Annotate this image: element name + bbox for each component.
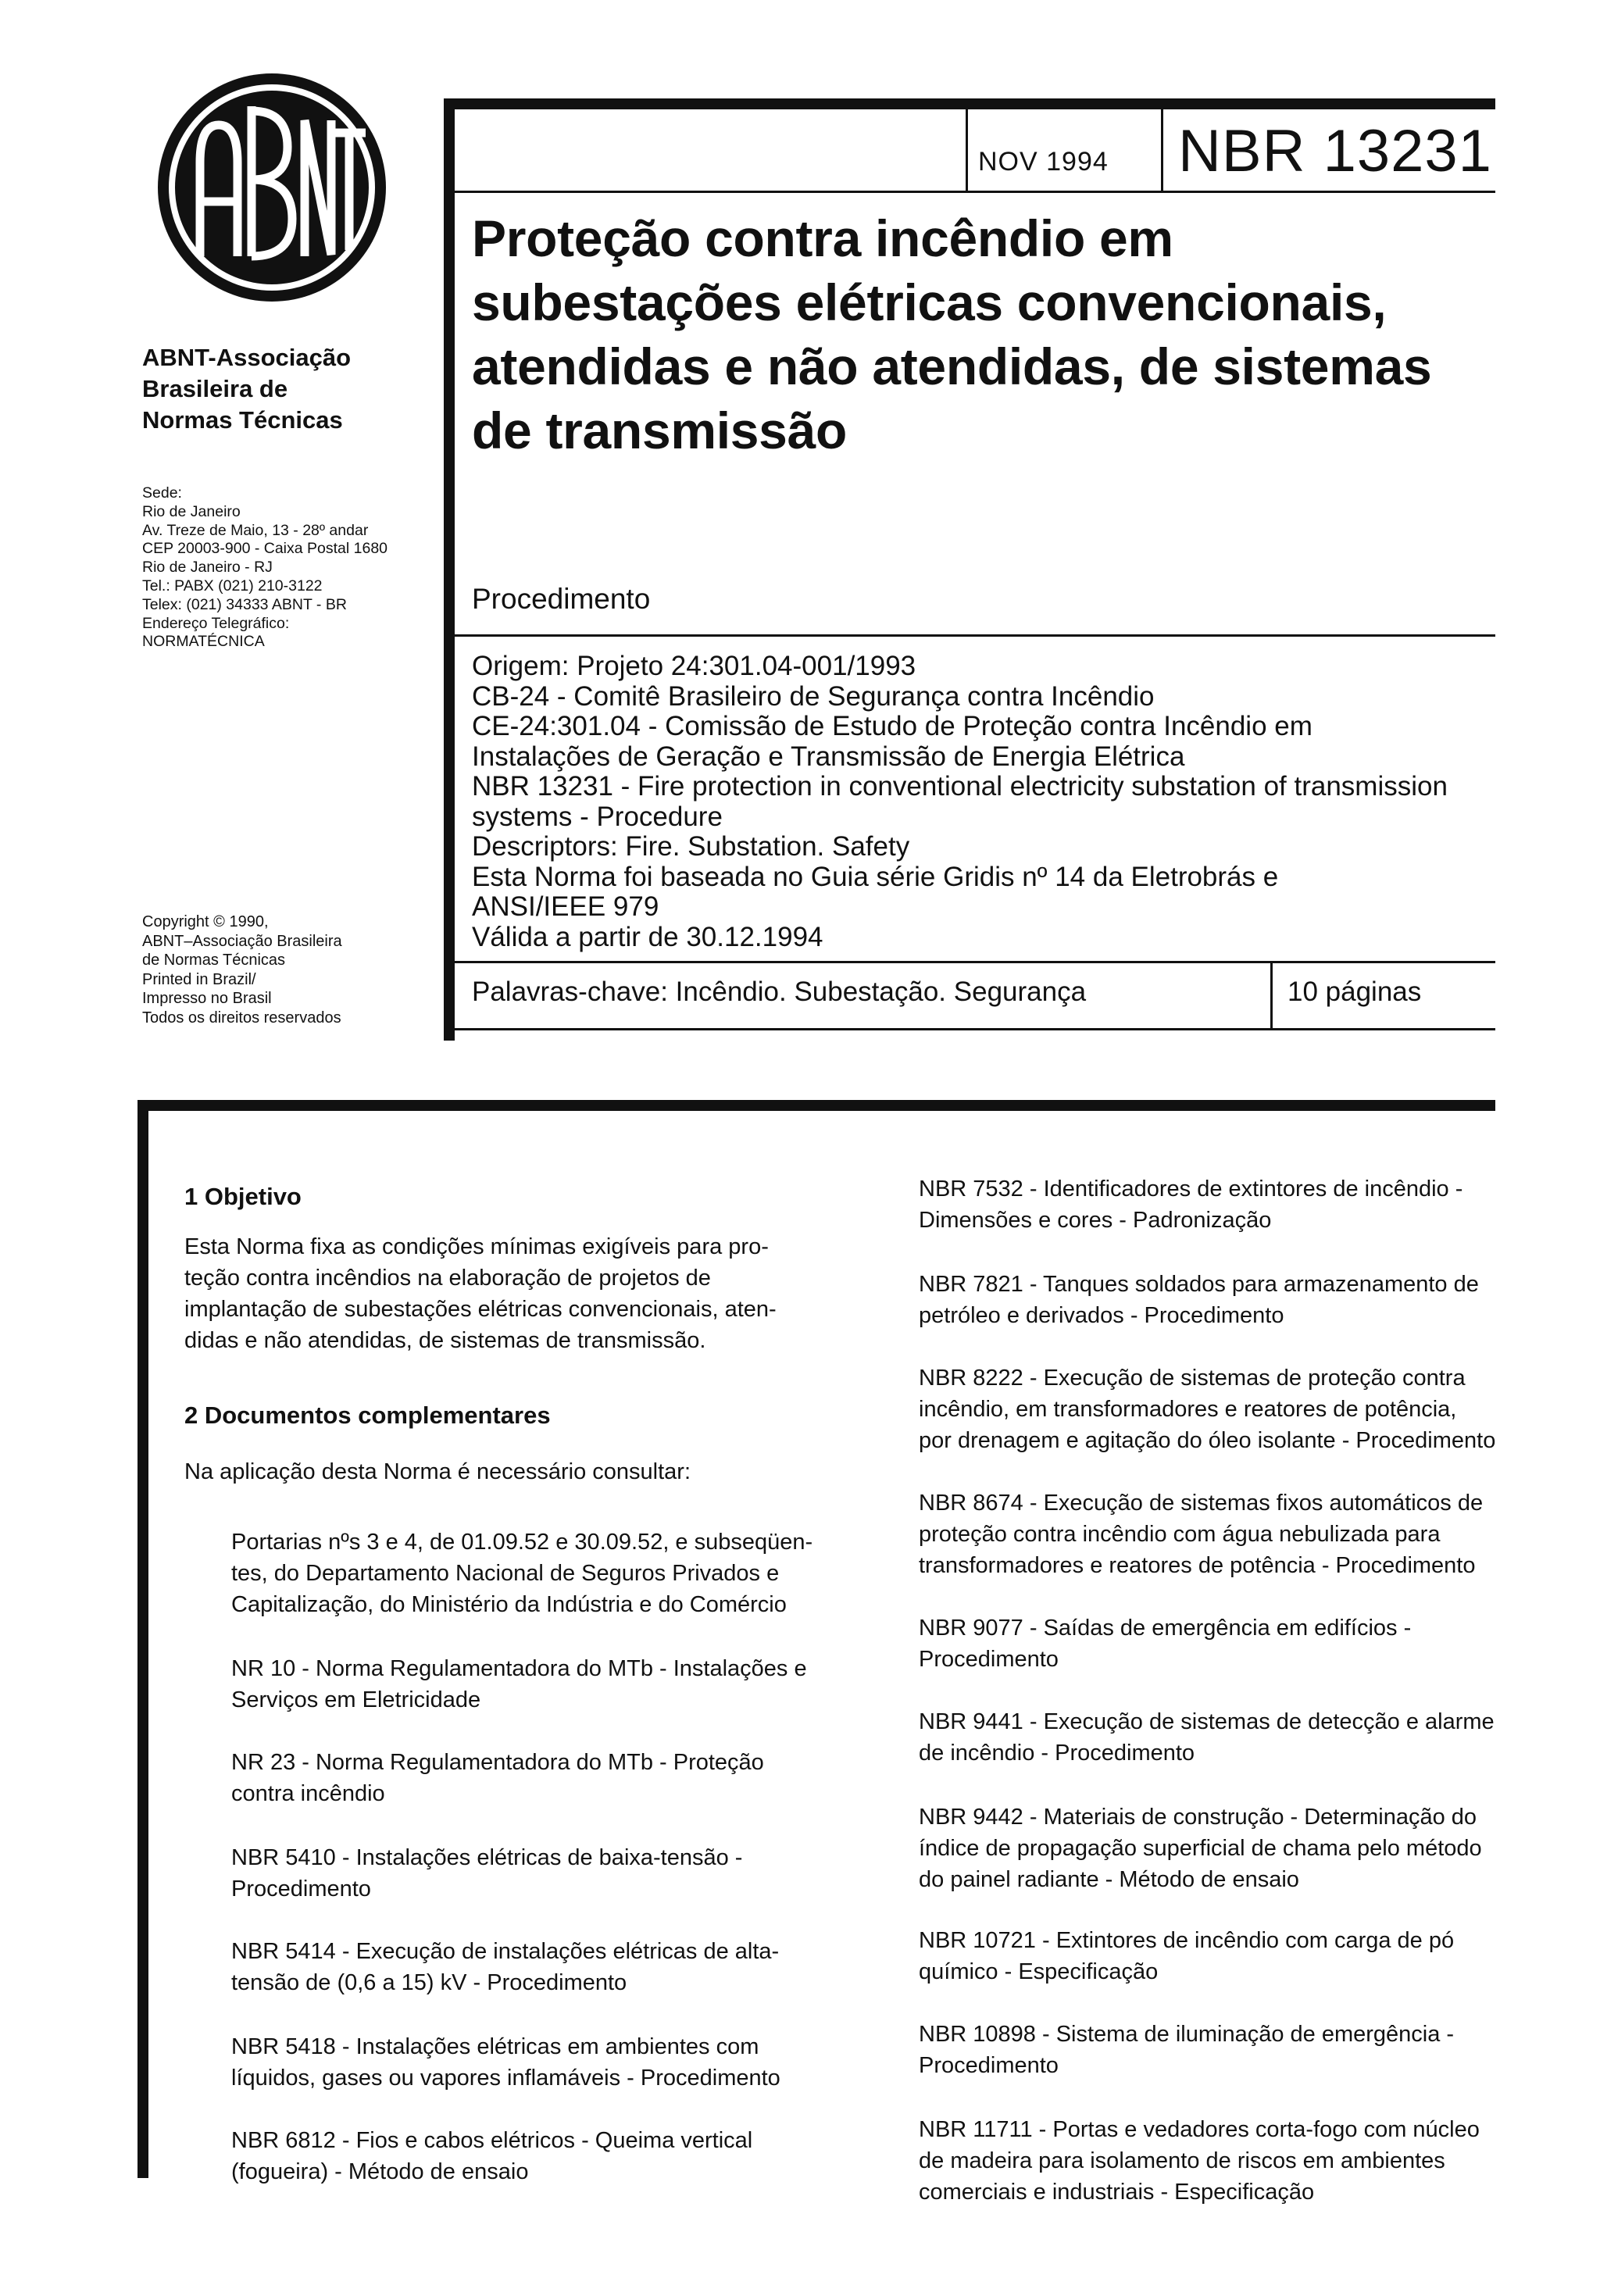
address-line: Rio de Janeiro [142,502,241,520]
reference-line: de madeira para isolamento de riscos em ambientes [919,2148,1445,2173]
reference-line: Procedimento [231,1876,371,1901]
address-line: Telex: (021) 34333 ABNT - BR [142,595,347,613]
date-divider [966,109,968,191]
reference-item [919,1612,1411,1675]
reference-item [919,1706,1495,1769]
reference-item [919,1801,1482,1895]
reference-line: NBR 10721 - Extintores de incêndio com carga de pó [919,1928,1455,1953]
copyright-line: Impresso no Brasil [142,990,272,1007]
reference-line: contra incêndio [231,1781,385,1806]
header-code-underline [455,191,1495,193]
page-count: 10 páginas [1288,977,1422,1007]
copyright-line: ABNT–Associação Brasileira [142,932,342,950]
reference-line: proteção contra incêndio com água nebulizada para [919,1522,1441,1547]
copyright-notice [142,912,431,1027]
title-line: Proteção contra incêndio em [472,209,1173,267]
reference-line: NBR 9077 - Saídas de emergência em edifícios - [919,1616,1412,1641]
organization-name [142,342,423,436]
title-line: subestações elétricas convencionais, [472,273,1387,331]
document-title [472,206,1488,462]
reference-item [231,1842,742,1905]
abnt-logo-icon [155,70,389,305]
reference-line: químico - Especificação [919,1959,1159,1984]
copyright-line: de Normas Técnicas [142,952,286,969]
copyright-line: Printed in Brazil/ [142,970,256,988]
section-2-intro: Na aplicação desta Norma é necessário consultar: [184,1459,691,1484]
origin-line: systems - Procedure [472,801,723,832]
reference-line: tes, do Departamento Nacional de Seguros Privados e [231,1561,780,1586]
origin-line: Válida a partir de 30.12.1994 [472,921,823,952]
org-name-line: Brasileira de [142,375,288,402]
origin-line: CB-24 - Comitê Brasileiro de Segurança contra Incêndio [472,680,1155,712]
section-1-paragraph [184,1231,777,1356]
reference-line: (fogueira) - Método de ensaio [231,2159,529,2184]
reference-item [919,1269,1479,1331]
origin-line: NBR 13231 - Fire protection in conventional electricity substation of transmission [472,771,1448,802]
reference-item [231,1747,764,1809]
reference-line: NBR 9441 - Execução de sistemas de detecção e alarme [919,1709,1495,1734]
origin-line: Esta Norma foi baseada no Guia série Gridis nº 14 da Eletrobrás e [472,861,1279,892]
reference-line: Procedimento [919,2053,1059,2078]
reference-line: de incêndio - Procedimento [919,1741,1195,1766]
header-top-rule [444,98,1495,109]
origin-line: ANSI/IEEE 979 [472,891,659,922]
keywords-bottom-rule [455,1028,1495,1030]
reference-line: NR 10 - Norma Regulamentadora do MTb - Instalações e [231,1656,807,1681]
reference-line: petróleo e derivados - Procedimento [919,1303,1284,1328]
keywords: Palavras-chave: Incêndio. Subestação. Segurança [472,977,1087,1007]
reference-line: índice de propagação superficial de chama pelo método [919,1836,1482,1861]
reference-item [919,2019,1454,2081]
reference-line: NR 23 - Norma Regulamentadora do MTb - Proteção [231,1750,764,1775]
document-type: Procedimento [472,583,651,615]
reference-line: Portarias nºs 3 e 4, de 01.09.52 e 30.09.52, e subseqüen- [231,1530,813,1555]
reference-line: incêndio, em transformadores e reatores de potência, [919,1397,1457,1422]
reference-line: NBR 8222 - Execução de sistemas de proteção contra [919,1366,1466,1391]
copyright-line: Todos os direitos reservados [142,1009,341,1027]
origin-line: Descriptors: Fire. Substation. Safety [472,831,910,862]
reference-line: por drenagem e agitação do óleo isolante - Procedimento [919,1428,1496,1453]
code-divider [1161,109,1163,191]
reference-item [231,1936,779,1998]
org-name-line: Normas Técnicas [142,406,343,434]
address-line: CEP 20003-900 - Caixa Postal 1680 [142,540,388,558]
reference-line: Dimensões e cores - Padronização [919,1208,1272,1233]
reference-line: NBR 9442 - Materiais de construção - Determinação do [919,1805,1477,1830]
address-line: Endereço Telegráfico: [142,614,290,632]
standard-code: NBR 13231 [1178,118,1492,184]
reference-line: NBR 10898 - Sistema de iluminação de emergência - [919,2022,1455,2047]
reference-line: tensão de (0,6 a 15) kV - Procedimento [231,1970,627,1995]
reference-item [231,1527,812,1620]
paragraph-line: Esta Norma fixa as condições mínimas exigíveis para pro- [184,1234,769,1259]
paragraph-line: teção contra incêndios na elaboração de projetos de [184,1266,711,1291]
reference-line: líquidos, gases ou vapores inflamáveis - Procedimento [231,2066,780,2091]
reference-line: do painel radiante - Método de ensaio [919,1867,1299,1892]
reference-line: comerciais e industriais - Especificação [919,2180,1315,2205]
reference-line: NBR 11711 - Portas e vedadores corta-fogo com núcleo [919,2117,1480,2142]
body-left-rule [138,1100,148,2178]
reference-line: NBR 7532 - Identificadores de extintores de incêndio - [919,1177,1463,1202]
reference-line: NBR 7821 - Tanques soldados para armazenamento de [919,1272,1479,1297]
reference-item [919,1487,1483,1581]
title-line: atendidas e não atendidas, de sistemas [472,337,1432,395]
reference-line: NBR 6812 - Fios e cabos elétricos - Queima vertical [231,2128,753,2153]
section-1-heading: 1 Objetivo [184,1183,302,1210]
address-line: Rio de Janeiro - RJ [142,559,273,577]
reference-line: NBR 5414 - Execução de instalações elétricas de alta- [231,1939,780,1964]
reference-line: NBR 5410 - Instalações elétricas de baixa-tensão - [231,1845,743,1870]
publication-date: NOV 1994 [978,147,1109,177]
reference-item [231,2125,752,2187]
reference-line: Capitalização, do Ministério da Indústria e do Comércio [231,1592,787,1617]
reference-item [919,1173,1462,1236]
origin-line: Instalações de Geração e Transmissão de Energia Elétrica [472,741,1185,772]
abnt-logo [155,70,389,305]
keywords-top-rule [455,961,1495,963]
origin-info [472,652,1495,952]
reference-item [919,1925,1454,1987]
copyright-line: Copyright © 1990, [142,913,269,930]
reference-item [919,1362,1495,1456]
pages-divider [1270,963,1273,1028]
paragraph-line: implantação de subestações elétricas convencionais, aten- [184,1297,777,1322]
headquarters-address [142,484,439,652]
reference-line: NBR 5418 - Instalações elétricas em ambientes com [231,2034,759,2059]
reference-line: NBR 8674 - Execução de sistemas fixos automáticos de [919,1491,1484,1516]
title-line: de transmissão [472,402,848,459]
section-2-heading: 2 Documentos complementares [184,1402,551,1429]
address-line: Av. Treze de Maio, 13 - 28º andar [142,521,369,539]
origin-line: Origem: Projeto 24:301.04-001/1993 [472,651,916,681]
reference-item [231,2031,780,2094]
address-line: Sede: [142,484,182,502]
address-line: Tel.: PABX (021) 210-3122 [142,577,323,595]
org-name-line: ABNT-Associação [142,344,352,371]
reference-line: Serviços em Eletricidade [231,1687,481,1712]
reference-item [231,1653,807,1716]
body-top-rule [138,1100,1495,1111]
address-line: NORMATÉCNICA [142,633,265,651]
type-rule [455,634,1495,637]
reference-line: transformadores e reatores de potência - Procedimento [919,1553,1476,1578]
header-left-rule [444,103,455,1041]
reference-line: Procedimento [919,1647,1059,1672]
reference-item [919,2114,1480,2208]
origin-line: CE-24:301.04 - Comissão de Estudo de Proteção contra Incêndio em [472,711,1312,741]
paragraph-line: didas e não atendidas, de sistemas de transmissão. [184,1328,706,1353]
